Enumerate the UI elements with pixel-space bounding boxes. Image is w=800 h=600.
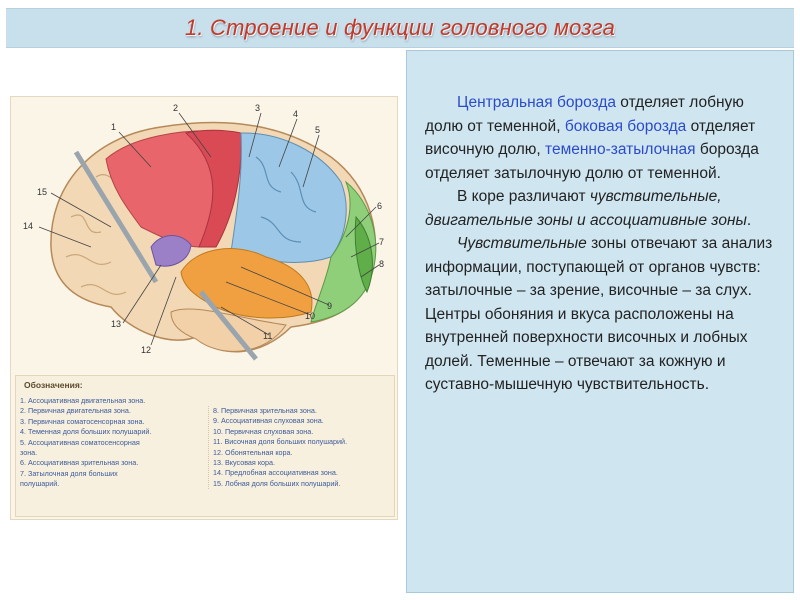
legend-item: 12. Обонятельная кора.: [213, 447, 293, 457]
label-14: 14: [23, 221, 34, 231]
text-span: зоны отвечают за анализ информации, поступающей от органов чувств: затылочные – за зрение, височные – за слух. Центры обоняния и вкуса расположены на внутренней поверхности височных и лобных долей. Теменные – отвечают за кожную и суставно-мышечную чувствительность.: [425, 235, 773, 393]
text-span: .: [746, 211, 752, 229]
text-span: В коре различают: [457, 188, 590, 205]
term-lateral-sulcus: боковая борозда: [564, 117, 687, 135]
label-6: 6: [377, 201, 383, 211]
text-body: [425, 91, 775, 397]
brain-diagram: [11, 97, 399, 367]
legend-title: Обозначения:: [24, 380, 83, 390]
title-bar: [6, 8, 794, 48]
label-12: 12: [141, 345, 152, 355]
sensory-zone: [231, 133, 346, 262]
legend-item: 4. Теменная доля больших полушарий.: [20, 427, 152, 437]
legend-item: 15. Лобная доля больших полушарий.: [213, 478, 341, 488]
term-parieto-occipital: теменно-затылочная: [545, 141, 696, 158]
legend-item: 10. Первичная слуховая зона.: [213, 426, 314, 436]
label-15: 15: [37, 187, 48, 197]
term-zones: чувствительные, двигательные зоны и ассоциативные зоны: [425, 188, 747, 229]
text-panel: [406, 50, 794, 593]
legend-item: 8. Первичная зрительная зона.: [213, 406, 317, 415]
label-7: 7: [379, 237, 385, 247]
term-central-sulcus: Центральная борозда: [457, 94, 616, 111]
label-8: 8: [379, 259, 385, 269]
label-10: 10: [305, 311, 316, 321]
legend-item: 13. Вкусовая кора.: [213, 458, 276, 468]
text-span: отделяет височную долю,: [425, 117, 756, 158]
label-9: 9: [327, 301, 333, 311]
legend-box: [15, 375, 395, 517]
text-span: борозда отделяет затылочную долю от теменной.: [425, 141, 759, 182]
label-11: 11: [263, 331, 273, 341]
label-2: 2: [173, 103, 179, 113]
legend-item: 2. Первичная двигательная зона.: [20, 406, 131, 416]
legend-right-column: [208, 406, 397, 489]
legend-item: полушарий.: [20, 479, 60, 489]
label-5: 5: [315, 125, 321, 135]
paragraph-sensory: [425, 232, 775, 397]
legend-item: 11. Височная доля больших полушарий.: [213, 437, 348, 447]
term-sensory: Чувствительные: [457, 235, 587, 252]
paragraph-zones: [425, 185, 775, 232]
legend-item: 1. Ассоциативная двигательная зона.: [20, 396, 146, 405]
brain-figure: [10, 96, 398, 520]
legend-item: 9. Ассоциативная слуховая зона.: [213, 416, 324, 426]
legend-item: 14. Предлобная ассоциативная зона.: [213, 468, 338, 478]
label-4: 4: [293, 109, 299, 119]
legend-item: зона.: [20, 448, 38, 458]
slide-title: 1. Строение и функции головного мозга: [184, 15, 616, 40]
label-3: 3: [255, 103, 261, 113]
label-13: 13: [111, 319, 122, 329]
legend-item: 3. Первичная соматосенсорная зона.: [20, 416, 145, 426]
text-span: отделяет лобную долю от теменной,: [425, 94, 744, 135]
label-1: 1: [111, 122, 117, 132]
legend-item: 7. Затылочная доля больших: [20, 468, 118, 478]
legend-item: 6. Ассоциативная зрительная зона.: [20, 458, 139, 468]
paragraph-sulci: [425, 91, 775, 185]
legend-left-column: [20, 396, 206, 490]
legend-item: 5. Ассоциативная соматосенсорная: [20, 437, 140, 447]
